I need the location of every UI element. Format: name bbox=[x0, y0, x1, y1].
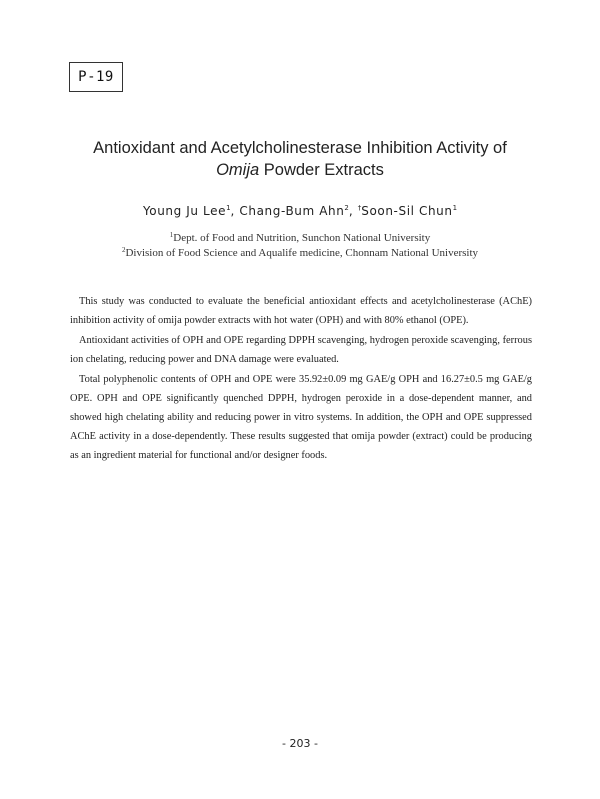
abstract-paragraph: Total polyphenolic contents of OPH and OPE were 35.92±0.09 mg GAE/g OPH and 16.27±0.5 mg GAE/g OPE. OPH and OPE significantly quenched DPPH, hydrogen peroxide in a dose-dependent manner, and showed high chelating ability and reducing power in vitro systems. In addition, the OPH and OPE suppressed AChE activity in a dose-dependently. These results suggested that omija powder (extract) could be producing as an ingredient material for functional and/or designer foods. bbox=[70, 374, 532, 461]
page-number: - 203 - bbox=[282, 737, 318, 750]
abstract bbox=[70, 292, 532, 466]
title-italic-term: Omija bbox=[216, 161, 260, 179]
paper-title bbox=[60, 137, 540, 181]
affiliation-1: $^1$Dept. of Food and Nutrition, Sunchon National University bbox=[169, 231, 431, 244]
affiliation-2: $^2$Division of Food Science and Aqualife medicine, Chonnam National University bbox=[121, 246, 479, 259]
corresponding-mark: † bbox=[357, 204, 362, 212]
author-2: Chang-Bum Ahn$^2$ bbox=[239, 204, 349, 218]
poster-code: P-19 bbox=[69, 62, 123, 92]
author-1: Young Ju Lee$^1$ bbox=[142, 204, 231, 218]
title-line-2 bbox=[60, 159, 540, 181]
abstract-paragraph: Antioxidant activities of OPH and OPE regarding DPPH scavenging, hydrogen peroxide scavenging, ferrous ion chelating, reducing power and DNA damage were evaluated. bbox=[70, 335, 532, 365]
author-3: †Soon-Sil Chun$^1$ bbox=[357, 204, 458, 218]
author-list: Young Ju Lee$^1$, Chang-Bum Ahn$^2$, †Soon-Sil Chun$^1$ bbox=[142, 204, 458, 218]
title-line-2-rest: Powder Extracts bbox=[259, 161, 384, 179]
abstract-paragraph: This study was conducted to evaluate the beneficial antioxidant effects and acetylcholinesterase (AChE) inhibition activity of omija powder extracts with hot water (OPH) and with 80% ethanol (OPE). bbox=[70, 296, 532, 326]
title-line-1: Antioxidant and Acetylcholinesterase Inhibition Activity of bbox=[93, 139, 507, 157]
